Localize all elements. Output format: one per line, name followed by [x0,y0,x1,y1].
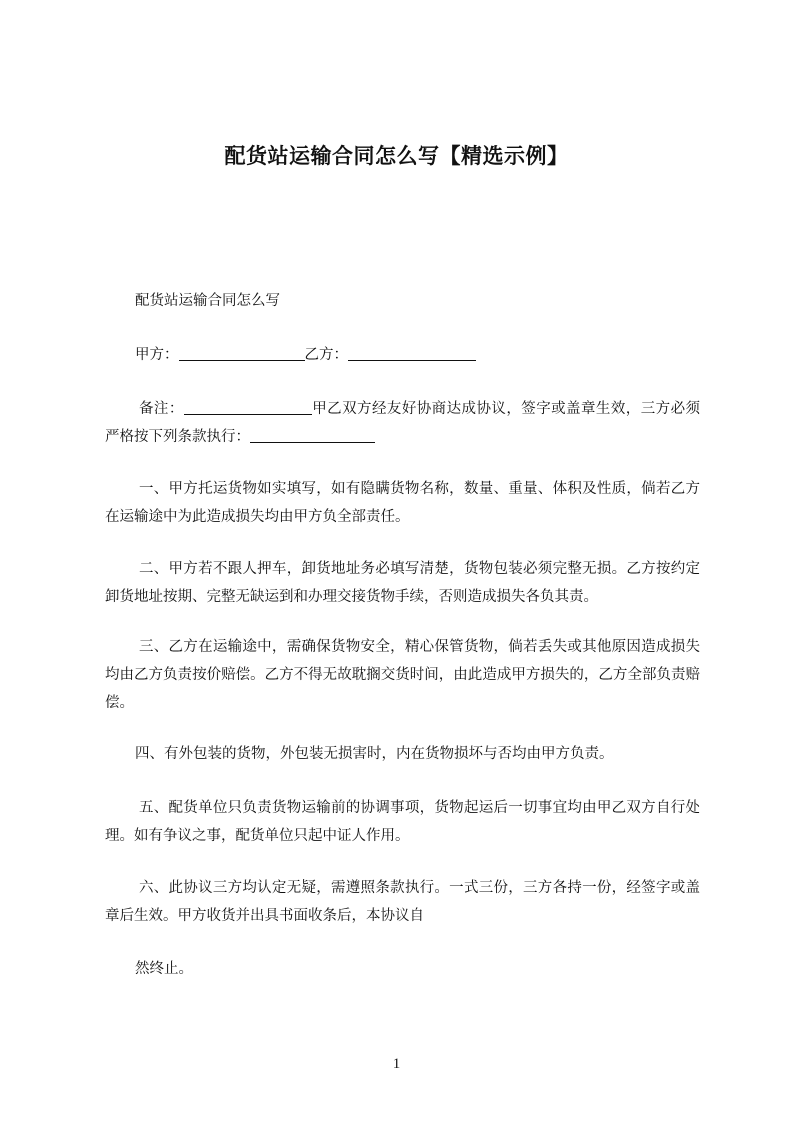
party-b-label: 乙方： [304,347,348,363]
clause-4: 四、有外包装的货物，外包装无损害时，内在货物损坏与否均由甲方负责。 [135,746,614,762]
party-b-blank [348,346,476,361]
party-a-label: 甲方： [135,347,179,363]
clause-3: 三、乙方在运输途中，需确保货物安全，精心保管货物，倘若丢失或其他原因造成损失均由乙方负责按价赔偿。乙方不得无故耽搁交货时间，由此造成甲方损失的，乙方全部负责赔偿。 [105,639,700,711]
clause-2: 二、甲方若不跟人押车，卸货地址务必填写清楚，货物包装必须完整无损。乙方按约定卸货地址按期、完整无缺运到和办理交接货物手续，否则造成损失各负其责。 [105,561,700,605]
party-line [105,341,700,369]
note-text: 甲乙双方经友好协商达成协议，签字或盖章生效，三方必须严格按下列条款执行： [105,401,701,445]
document-subtitle: 配货站运输合同怎么写 [135,293,280,309]
note-paragraph [105,395,700,451]
clause-6: 六、此协议三方均认定无疑，需遵照条款执行。一式三份，三方各持一份，经签字或盖章后生效。甲方收货并出具书面收条后，本协议自 [105,880,700,924]
page-number: 1 [392,1056,401,1072]
note-label: 备注： [139,401,184,417]
party-a-blank [179,346,305,361]
document-title: 配货站运输合同怎么写【精选示例】 [224,144,569,168]
note-end-blank [250,428,375,443]
clause-5: 五、配货单位只负责货物运输前的协调事项，货物起运后一切事宜均由甲乙双方自行处理。如有争议之事，配货单位只起中证人作用。 [105,800,700,844]
clause-6-end: 然终止。 [135,961,193,977]
note-blank [184,400,312,415]
clause-1: 一、甲方托运货物如实填写，如有隐瞒货物名称，数量、重量、体积及性质，倘若乙方在运输途中为此造成损失均由甲方负全部责任。 [105,481,700,525]
